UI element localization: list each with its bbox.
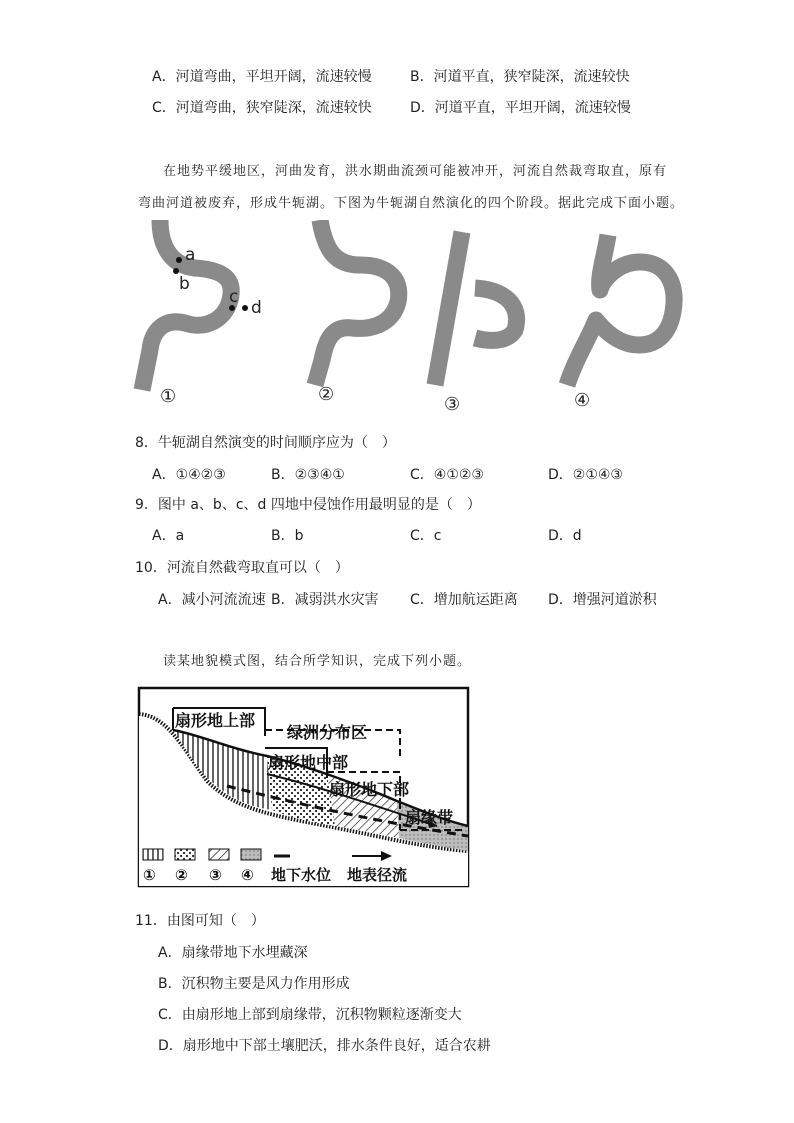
stage-4-label: ④ xyxy=(574,390,591,411)
legend-num-3: ③ xyxy=(209,866,222,884)
q8-option-a: A．①④②③ xyxy=(152,467,226,483)
stage4-river xyxy=(567,235,674,385)
point-c-label: c xyxy=(229,287,239,307)
q10-option-d: D．增强河道淤积 xyxy=(548,592,657,608)
q10-option-b: B．减弱洪水灾害 xyxy=(271,592,379,608)
q7-option-b: B．河道平直，狭窄陡深，流速较快 xyxy=(410,69,630,85)
point-d-label: d xyxy=(251,298,262,318)
intro-oxbow-line2: 弯曲河道被废弃，形成牛轭湖。下图为牛轭湖自然演化的四个阶段。据此完成下面小题。 xyxy=(138,196,685,211)
legend-swatch-3 xyxy=(209,849,229,860)
label-fan-upper: 扇形地上部 xyxy=(175,711,256,730)
q11-option-a: A．扇缘带地下水埋藏深 xyxy=(158,945,308,961)
q10-stem: 10．河流自然截弯取直可以（ ） xyxy=(135,560,349,576)
point-a-label: a xyxy=(185,245,196,265)
q9-option-b: B．b xyxy=(271,528,304,544)
q7-option-d: D．河道平直，平坦开阔，流速较慢 xyxy=(410,100,631,116)
q8-stem: 8．牛轭湖自然演变的时间顺序应为（ ） xyxy=(135,435,396,451)
legend-num-2: ② xyxy=(175,866,188,884)
legend-swatch-2 xyxy=(175,849,195,860)
q10-option-a: A．减小河流流速 xyxy=(158,592,266,608)
q7-option-a: A．河道弯曲，平坦开阔，流速较慢 xyxy=(152,69,372,85)
q11-stem: 11．由图可知（ ） xyxy=(135,913,265,929)
q9-stem: 9．图中 a、b、c、d 四地中侵蚀作用最明显的是（ ） xyxy=(135,497,481,513)
q11-option-d: D．扇形地中下部土壤肥沃，排水条件良好，适合农耕 xyxy=(158,1038,491,1054)
legend-runoff-label: 地表径流 xyxy=(347,866,408,884)
intro-oxbow-line1: 在地势平缓地区，河曲发育，洪水期曲流颈可能被冲开，河流自然裁弯取直，原有 xyxy=(163,164,668,179)
point-a-marker xyxy=(176,257,182,263)
stage-2-label: ② xyxy=(318,384,335,405)
intro-alluvial-fan: 读某地貌模式图，结合所学知识，完成下列小题。 xyxy=(163,654,472,669)
legend-groundwater-label: 地下水位 xyxy=(271,866,332,884)
label-fan-lower: 扇形地下部 xyxy=(329,780,410,799)
stage3-oxbow-lake xyxy=(475,288,517,340)
legend-num-1: ① xyxy=(143,866,156,884)
legend-swatch-4 xyxy=(241,849,261,860)
label-fan-edge: 扇缘带 xyxy=(405,808,454,827)
q11-option-b: B．沉积物主要是风力作用形成 xyxy=(158,976,350,992)
q7-option-c: C．河道弯曲，狭窄陡深，流速较快 xyxy=(152,100,372,116)
alluvial-fan-diagram xyxy=(137,686,471,888)
label-oasis-zone: 绿洲分布区 xyxy=(287,723,368,742)
stage2-river xyxy=(315,220,399,385)
oxbow-stages-figure xyxy=(130,220,700,420)
point-d-marker xyxy=(242,305,248,311)
q8-option-d: D．②①④③ xyxy=(548,467,623,483)
label-fan-middle: 扇形地中部 xyxy=(268,753,349,772)
stage-3-label: ③ xyxy=(444,394,461,415)
q8-option-c: C．④①②③ xyxy=(410,467,484,483)
q9-option-c: C．c xyxy=(410,528,442,544)
q9-option-a: A．a xyxy=(152,528,185,544)
stage3-main-river xyxy=(435,232,462,385)
point-b-label: b xyxy=(179,274,190,294)
q8-option-b: B．②③④① xyxy=(271,467,345,483)
legend-num-4: ④ xyxy=(241,866,254,884)
q11-option-c: C．由扇形地上部到扇缘带，沉积物颗粒逐渐变大 xyxy=(158,1007,462,1023)
stage-1-label: ① xyxy=(160,386,177,407)
q9-option-d: D．d xyxy=(548,528,582,544)
q10-option-c: C．增加航运距离 xyxy=(410,592,518,608)
legend-swatch-1 xyxy=(143,849,163,860)
